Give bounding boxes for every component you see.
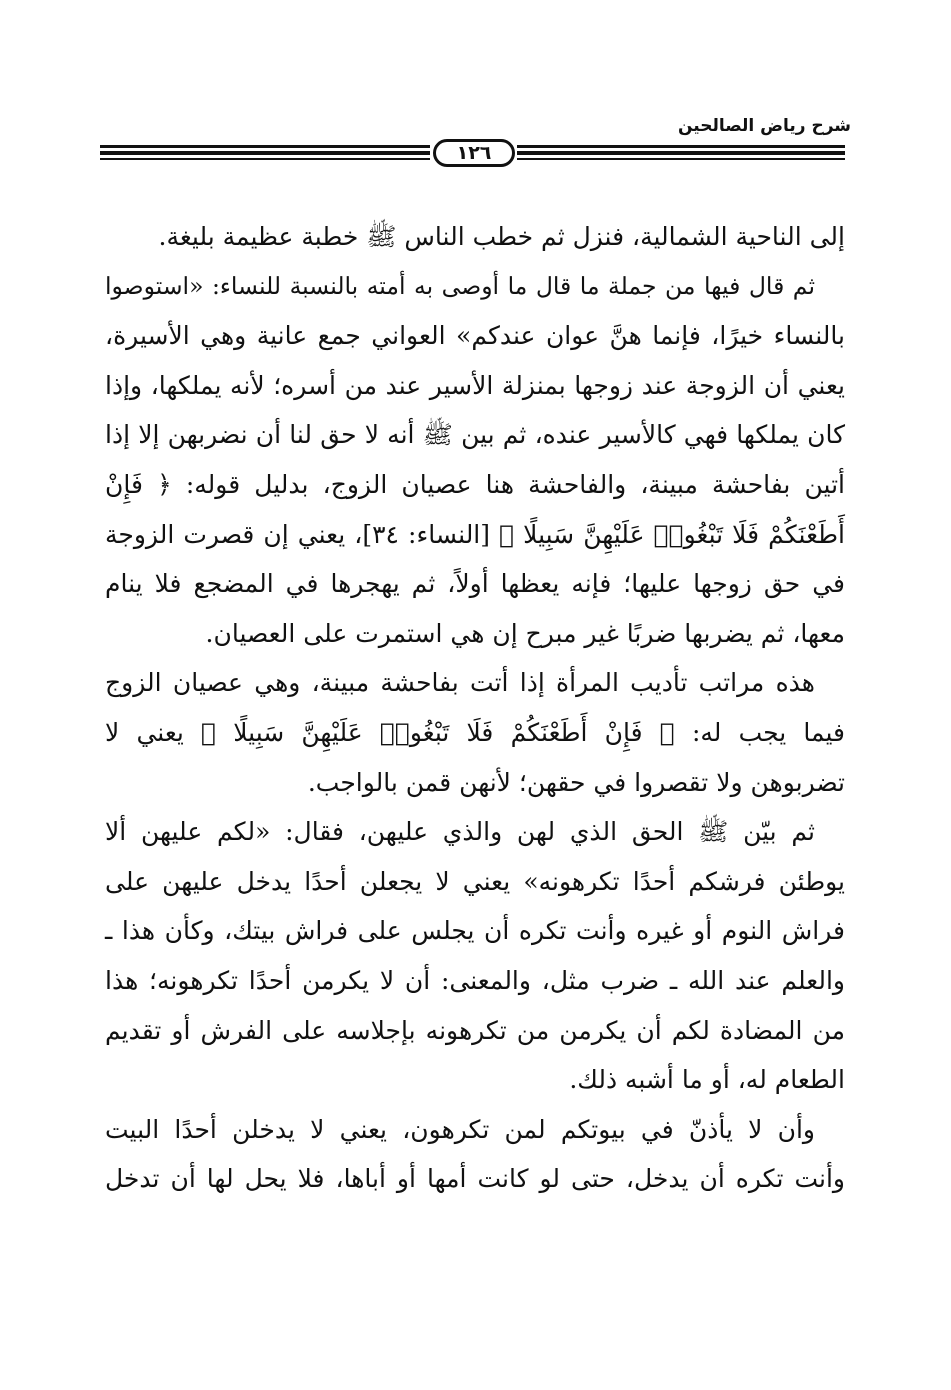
text-line: تضربوهن ولا تقصروا في حقهن؛ لأنهن قمن بالواجب. (307, 767, 845, 797)
text-line: وأن لا يأذنّ في بيوتكم لمن تكرهون، يعني لا يدخلن أحدًا البيت (105, 1114, 815, 1144)
text-line: فراش النوم أو غيره وأنت تكره أن يجلس على فراش بيتك، وكأن هذا ـ (105, 916, 845, 946)
rule-line (100, 158, 430, 160)
text-line: معها، ثم يضربها ضربًا غير مبرح إن هي استمرت على العصيان. (205, 618, 845, 648)
text-line: ثم بيّن ﷺ الحق الذي لهن والذي عليهن، فقال: «لكم عليهن ألا (105, 817, 815, 847)
text-line: الطعام له، أو ما أشبه ذلك. (569, 1065, 845, 1095)
paragraph (105, 1105, 845, 1204)
text-line: ثم قال فيها من جملة ما قال ما أوصى به أمته بالنسبة للنساء: «استوصوا (105, 271, 815, 300)
rule-line (100, 151, 430, 155)
text-line: يوطئن فرشكم أحدًا تكرهونه» يعني لا يجعلن أحدًا يدخل عليهن على (105, 866, 845, 896)
paragraph (105, 212, 845, 262)
running-title: شرح رياض الصالحين (677, 116, 851, 136)
rule-line (517, 151, 845, 155)
rule-line (100, 145, 430, 148)
header-rule (100, 141, 845, 177)
body-text (105, 212, 845, 1204)
text-line: وأنت تكره أن يدخل، حتى لو كانت أمها أو أباها، فلا يحل لها أن تدخل (105, 1164, 845, 1194)
page-number: ١٢٦ (433, 139, 515, 167)
text-line: في حق زوجها عليها؛ فإنه يعظها أولاً، ثم يهجرها في المضجع فلا ينام (105, 569, 845, 599)
paragraph (105, 262, 845, 659)
text-line: والعلم عند الله ـ ضرب مثل، والمعنى: أن لا يكرمن أحدًا تكرهونه؛ هذا (105, 965, 845, 995)
text-line: بالنساء خيرًا، فإنما هنَّ عوان عندكم» العواني جمع عانية وهي الأسيرة، (105, 321, 845, 351)
paragraph (105, 658, 845, 807)
paragraph (105, 807, 845, 1105)
text-line: كان يملكها فهي كالأسير عنده، ثم بين ﷺ أنه لا حق لنا أن نضربهن إلا إذا (105, 420, 845, 450)
text-line: أتين بفاحشة مبينة، والفاحشة هنا عصيان الزوج، بدليل قوله: ﴿ فَإِنْ (105, 469, 845, 499)
text-line: إلى الناحية الشمالية، فنزل ثم خطب الناس ﷺ خطبة عظيمة بليغة. (158, 222, 845, 251)
text-line: أَطَعْنَكُمْ فَلَا تَبْغُوا۟ عَلَيْهِنَّ سَبِيلًا ﴾ [النساء: ٣٤]، يعني إن قصرت الزوجة (105, 519, 845, 549)
rule-line (517, 145, 845, 148)
rule-line (517, 158, 845, 160)
text-line: فيما يجب له: ﴿ فَإِنْ أَطَعْنَكُمْ فَلَا تَبْغُوا۟ عَلَيْهِنَّ سَبِيلًا ﴾ يعني لا (105, 717, 845, 747)
text-line: من المضادة لكم أن يكرمن من تكرهونه بإجلاسه على الفرش أو تقديم (105, 1015, 845, 1045)
text-line: هذه مراتب تأديب المرأة إذا أتت بفاحشة مبينة، وهي عصيان الزوج (105, 668, 815, 698)
text-line: يعني أن الزوجة عند زوجها بمنزلة الأسير عند من أسره؛ لأنه يملكها، وإذا (105, 370, 845, 400)
